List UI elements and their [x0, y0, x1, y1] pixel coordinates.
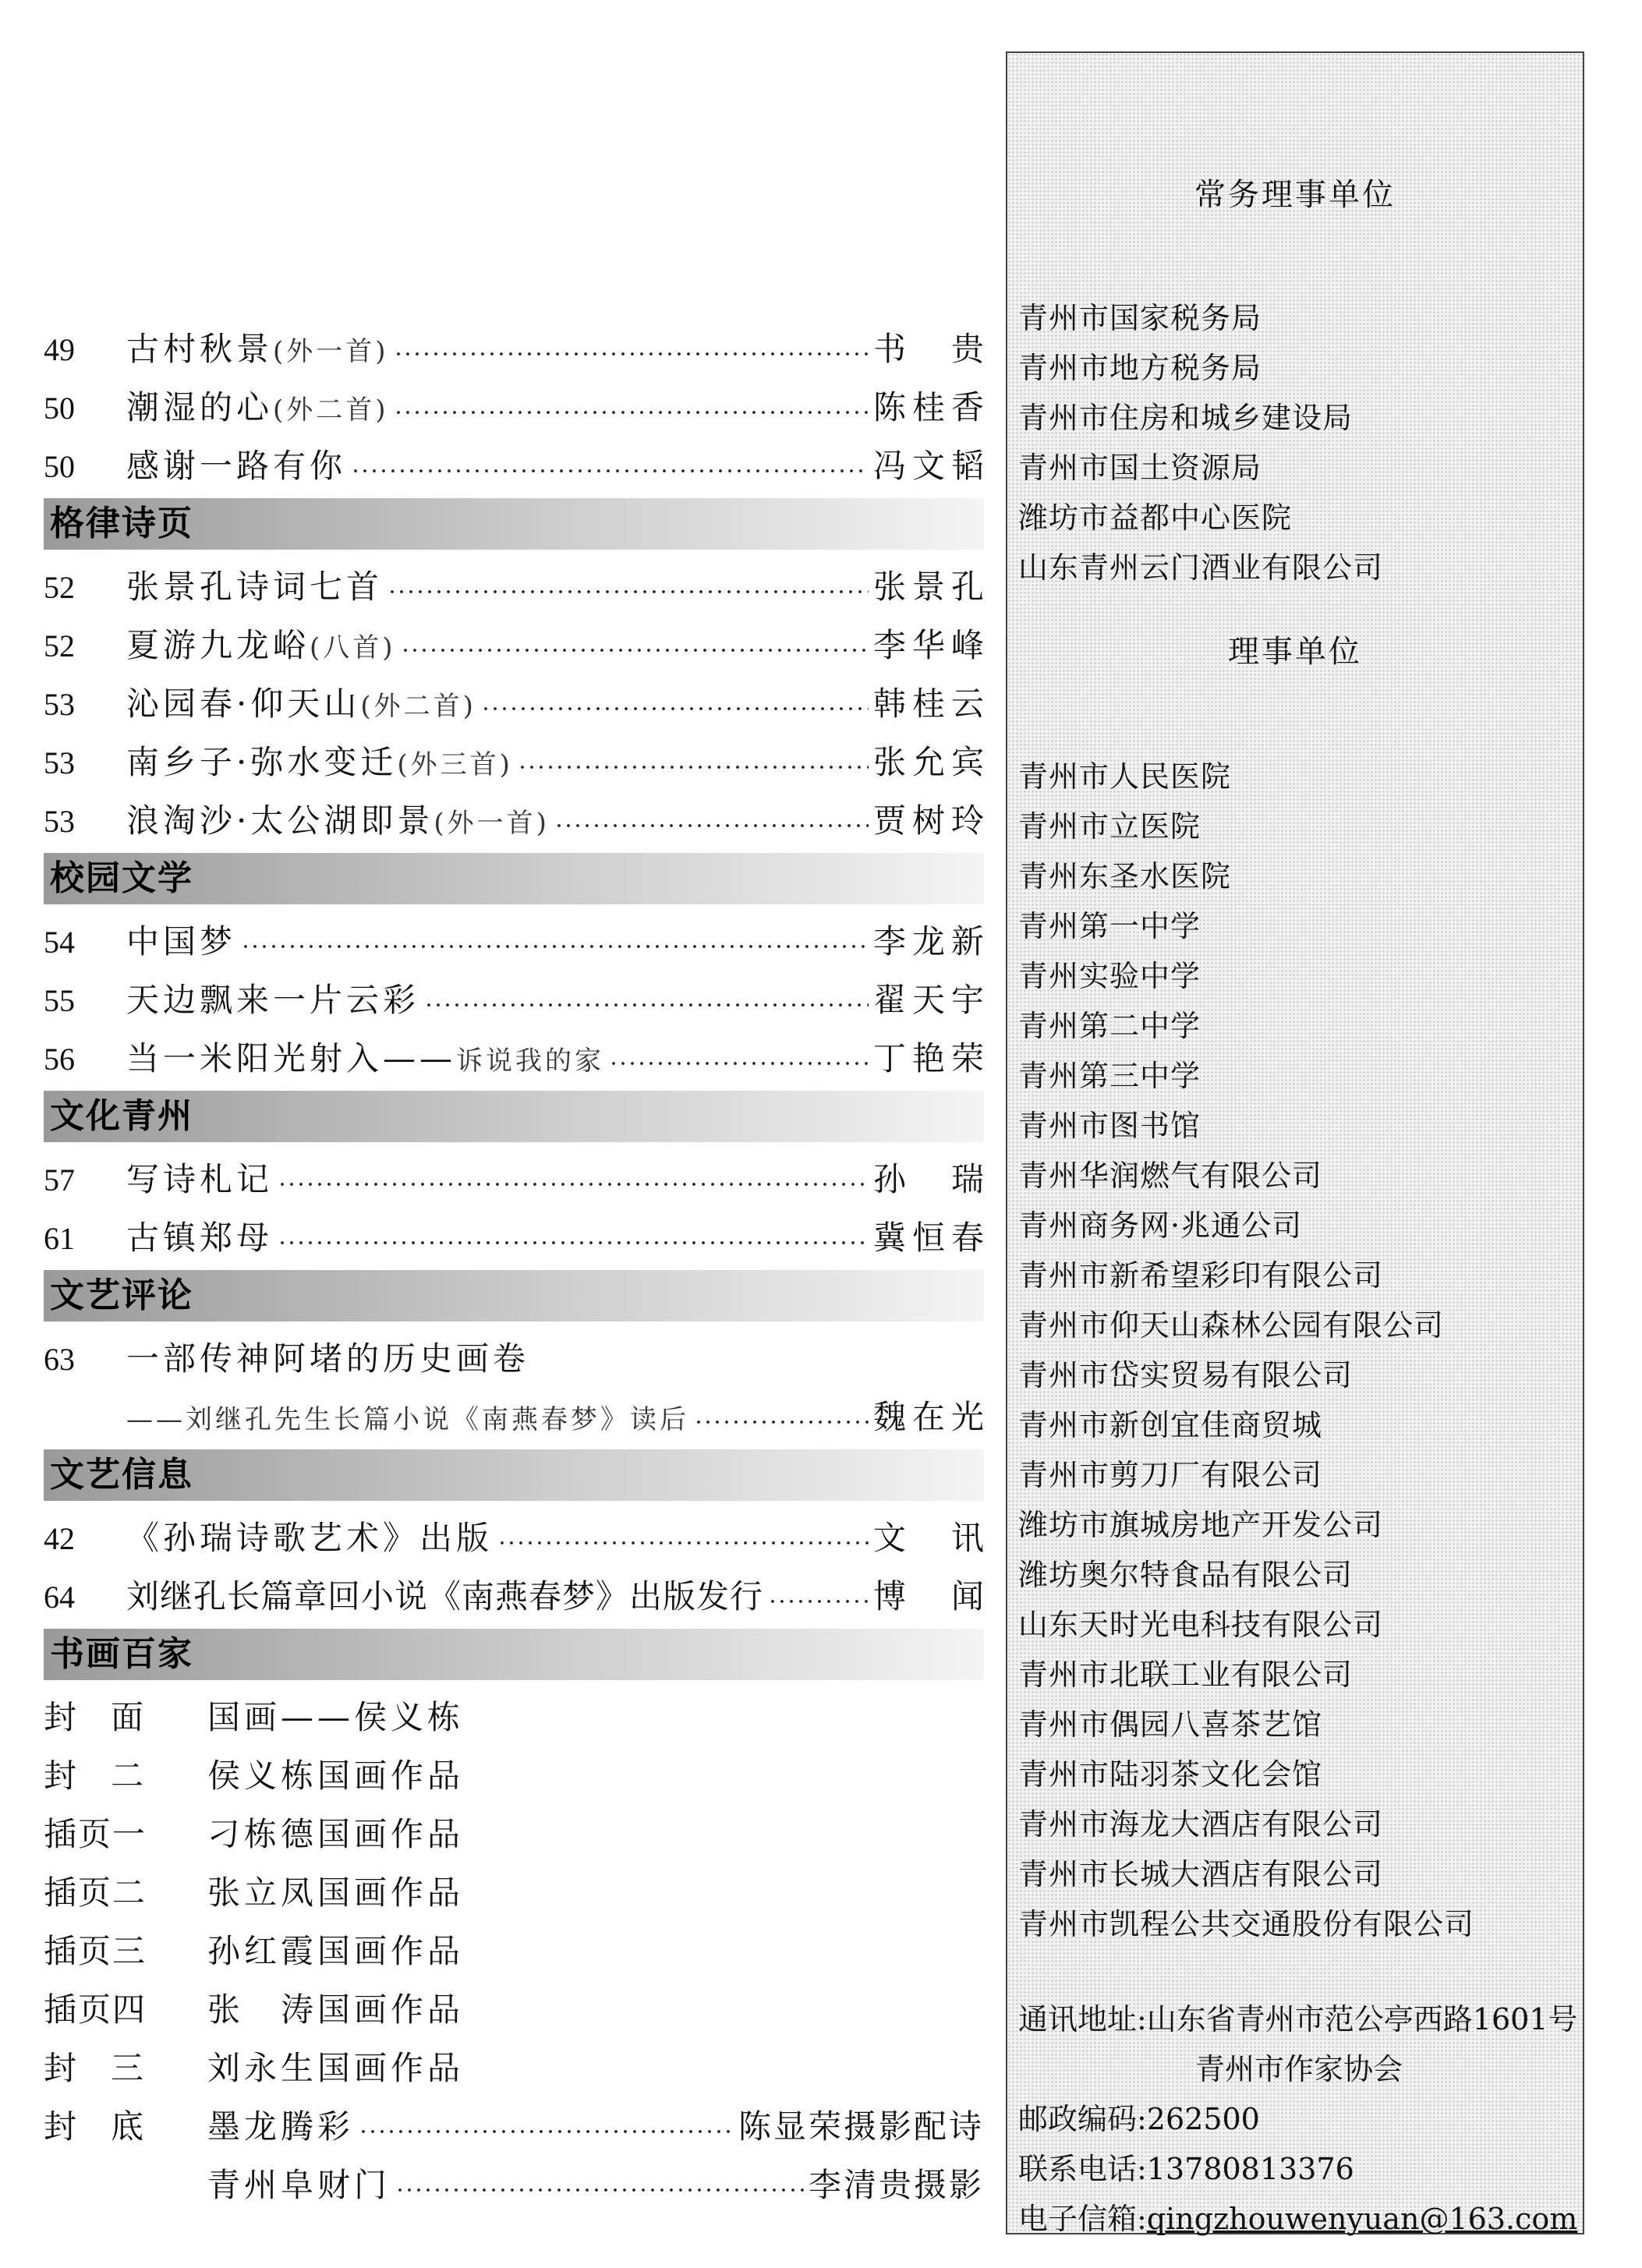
- art-description: 刁栋德国画作品: [207, 1815, 465, 1853]
- member-unit: 青州市岱实贸易有限公司: [1018, 1358, 1354, 1392]
- page-number: 53: [44, 745, 75, 780]
- art-row[interactable]: [44, 1980, 984, 2039]
- council-members-list: [1018, 752, 1474, 1949]
- art-description: 张 涛国画作品: [207, 1990, 465, 2029]
- entry-title: 中国梦: [126, 922, 237, 961]
- page-number: 53: [44, 687, 75, 722]
- toc-row[interactable]: [44, 1208, 990, 1267]
- dot-leader: [554, 819, 869, 832]
- art-row[interactable]: [44, 1805, 984, 1863]
- art-credit: 李清贵摄影: [808, 2166, 984, 2204]
- dot-leader: [518, 761, 869, 773]
- toc-row[interactable]: [44, 1329, 984, 1388]
- dot-leader: [609, 1057, 869, 1070]
- section-heading-xiaoyuan: 校园文学: [44, 853, 984, 904]
- email-line: [1018, 2194, 1580, 2244]
- entry-title: 刘继孔长篇章回小说《南燕春梦》出版发行: [126, 1577, 764, 1615]
- art-description: 青州阜财门: [207, 2166, 391, 2204]
- art-position: [44, 1688, 207, 1746]
- dot-leader: [694, 1416, 869, 1428]
- entry-title: 张景孔诗词七首: [126, 568, 384, 606]
- art-description: 墨龙腾彩: [207, 2107, 355, 2146]
- toc-row[interactable]: [44, 1567, 990, 1626]
- entry-subtitle: (八首): [310, 632, 396, 663]
- entry-title: 写诗札记: [126, 1160, 274, 1198]
- table-of-contents: [44, 320, 990, 2214]
- member-unit: 青州市新希望彩印有限公司: [1018, 1258, 1384, 1293]
- org-name: 青州市作家协会: [1194, 2052, 1403, 2086]
- toc-row[interactable]: [44, 733, 990, 791]
- entry-title: 古村秋景: [126, 330, 274, 368]
- entry-title: 《孙瑞诗歌艺术》出版: [126, 1519, 494, 1557]
- art-position: [44, 1746, 207, 1805]
- member-unit: 山东青州云门酒业有限公司: [1018, 550, 1384, 585]
- section-heading-shuhua: 书画百家: [44, 1629, 984, 1680]
- art-position-a: 封: [44, 2049, 79, 2087]
- member-unit: 青州东圣水医院: [1018, 859, 1232, 893]
- page-number: 42: [44, 1521, 75, 1556]
- email-link[interactable]: qingzhouwenyuan@163.com: [1146, 2202, 1578, 2236]
- entry-title: 南乡子·弥水变迁: [126, 743, 398, 781]
- entry-title: 古镇郑母: [126, 1219, 274, 1257]
- dot-leader: [387, 586, 869, 598]
- page-number: 53: [44, 804, 75, 839]
- art-row[interactable]: [44, 1746, 984, 1805]
- member-unit: 青州市人民医院: [1018, 759, 1232, 794]
- entry-author: 魏在光: [872, 1398, 990, 1436]
- dot-leader: [395, 2184, 804, 2196]
- dot-leader: [278, 1237, 869, 1249]
- art-position: 插页二: [44, 1873, 147, 1912]
- entry-author: 翟天宇: [872, 981, 990, 1019]
- page-number: 56: [44, 1042, 75, 1077]
- entry-title: 一部传神阿堵的历史画卷: [126, 1339, 530, 1378]
- member-unit: 青州市立医院: [1018, 809, 1201, 844]
- dot-leader: [768, 1595, 869, 1608]
- standing-members-list: [1018, 293, 1383, 593]
- art-credit: 陈显荣摄影配诗: [738, 2107, 984, 2146]
- entry-subtitle: (外三首): [397, 749, 513, 780]
- dot-leader: [278, 1178, 869, 1191]
- toc-row[interactable]: [44, 616, 990, 674]
- entry-author: 陈桂香: [872, 388, 990, 426]
- page-number: 64: [44, 1580, 75, 1615]
- member-unit: 青州市地方税务局: [1018, 351, 1262, 385]
- sponsor-panel: [1006, 51, 1584, 2234]
- member-unit: 青州市新创宜佳商贸城: [1018, 1408, 1323, 1442]
- art-row[interactable]: [44, 2039, 984, 2097]
- art-position: 插页一: [44, 1815, 147, 1853]
- page-number: 52: [44, 628, 75, 663]
- section-heading-xinxi: 文艺信息: [44, 1449, 984, 1501]
- entry-subtitle: 诉说我的家: [456, 1046, 605, 1077]
- member-unit: 青州市剪刀厂有限公司: [1018, 1458, 1323, 1492]
- toc-row[interactable]: [44, 1029, 990, 1088]
- art-row[interactable]: [44, 1863, 984, 1922]
- standing-members-heading: 常务理事单位: [1194, 177, 1396, 213]
- art-position-b: 二: [111, 1757, 146, 1795]
- art-position-a: 封: [44, 2107, 79, 2146]
- member-unit: 青州市国土资源局: [1018, 451, 1262, 485]
- member-unit: 青州市图书馆: [1018, 1109, 1201, 1143]
- toc-row[interactable]: [44, 1509, 990, 1567]
- dot-leader: [401, 644, 869, 656]
- toc-row[interactable]: [44, 912, 990, 971]
- entry-author: 张允宾: [872, 743, 990, 781]
- section-heading-wenhua: 文化青州: [44, 1091, 984, 1142]
- art-row[interactable]: [44, 2097, 984, 2156]
- member-unit: 青州华润燃气有限公司: [1018, 1159, 1323, 1193]
- art-description: 侯义栋国画作品: [207, 1757, 465, 1795]
- toc-row[interactable]: [44, 674, 990, 733]
- entry-subtitle: (外一首): [273, 336, 389, 367]
- art-position-a: 封: [44, 1698, 79, 1736]
- art-position: 插页三: [44, 1932, 147, 1970]
- member-unit: 潍坊奥尔特食品有限公司: [1018, 1558, 1354, 1592]
- member-unit: 青州市住房和城乡建设局: [1018, 401, 1354, 435]
- dot-leader: [481, 702, 869, 715]
- member-unit: 青州市仰天山森林公园有限公司: [1018, 1308, 1445, 1343]
- entry-title: 感谢一路有你: [126, 447, 347, 485]
- section-heading-gelv: 格律诗页: [44, 498, 984, 550]
- entry-author: 冯文韬: [872, 447, 990, 485]
- entry-subtitle: (外二首): [273, 395, 389, 426]
- toc-row[interactable]: [44, 378, 990, 437]
- entry-author: 李华峰: [872, 626, 990, 664]
- council-members-heading: 理事单位: [1228, 634, 1362, 670]
- entry-subtitle: (外二首): [360, 691, 476, 722]
- toc-row[interactable]: [44, 791, 990, 850]
- art-row[interactable]: [44, 1922, 984, 1980]
- page-number: 55: [44, 983, 75, 1018]
- entry-author: 李龙新: [872, 922, 990, 961]
- page-number: 50: [44, 391, 75, 426]
- entry-title: 潮湿的心: [126, 388, 274, 426]
- dot-leader: [351, 465, 869, 477]
- dot-leader: [497, 1537, 869, 1549]
- page-number: 50: [44, 449, 75, 484]
- member-unit: 青州市北联工业有限公司: [1018, 1658, 1354, 1692]
- entry-author: 贾树玲: [872, 801, 990, 840]
- entry-author: 博 闻: [872, 1577, 990, 1615]
- art-position: [44, 2039, 207, 2097]
- entry-author: 孙 瑞: [872, 1160, 990, 1198]
- member-unit: 青州市偶园八喜茶艺馆: [1018, 1707, 1323, 1742]
- page-number: 63: [44, 1342, 75, 1377]
- address-line: 通讯地址:山东省青州市范公亭西路1601号: [1018, 2002, 1578, 2036]
- entry-subtitle: (外一首): [434, 808, 550, 839]
- member-unit: 青州实验中学: [1018, 959, 1201, 993]
- entry-title: 当一米阳光射入——: [126, 1039, 457, 1077]
- art-description: 刘永生国画作品: [207, 2049, 465, 2087]
- art-position-b: 底: [111, 2107, 146, 2146]
- member-unit: 青州市陆羽茶文化会馆: [1018, 1757, 1323, 1792]
- member-unit: 青州商务网·兆通公司: [1018, 1208, 1303, 1243]
- entry-author: 韩桂云: [872, 685, 990, 723]
- entry-author: 书 贵: [872, 330, 990, 368]
- art-row[interactable]: [44, 1688, 984, 1746]
- art-position-b: 三: [111, 2049, 146, 2087]
- toc-row-continuation[interactable]: [44, 1388, 990, 1446]
- entry-title: 沁园春·仰天山: [126, 685, 361, 723]
- art-position-a: 封: [44, 1757, 79, 1795]
- toc-row[interactable]: [44, 437, 990, 495]
- member-unit: 青州市国家税务局: [1018, 301, 1262, 335]
- page-number: 54: [44, 925, 75, 960]
- dot-leader: [359, 2125, 734, 2138]
- member-unit: 潍坊市旗城房地产开发公司: [1018, 1508, 1384, 1542]
- postcode-line: 邮政编码:262500: [1018, 2102, 1260, 2136]
- page-number: 57: [44, 1162, 75, 1198]
- entry-author: 丁艳荣: [872, 1039, 990, 1077]
- phone-line: 联系电话:13780813376: [1018, 2152, 1354, 2186]
- art-position-b: 面: [111, 1698, 146, 1736]
- art-position: 插页四: [44, 1990, 147, 2029]
- art-description: 国画——侯义栋: [207, 1698, 465, 1736]
- entry-title: 天边飘来一片云彩: [126, 981, 420, 1019]
- member-unit: 青州市长城大酒店有限公司: [1018, 1857, 1384, 1891]
- page-number: 52: [44, 570, 75, 605]
- entry-author: 冀恒春: [872, 1219, 990, 1257]
- page-number: 49: [44, 332, 75, 367]
- art-position: [44, 2097, 207, 2156]
- toc-row[interactable]: [44, 557, 990, 616]
- contact-info: [1018, 1994, 1580, 2244]
- entry-author: 张景孔: [872, 568, 990, 606]
- art-row[interactable]: [44, 2156, 984, 2214]
- entry-subtitle: ——刘继孔先生长篇小说《南燕春梦》读后: [126, 1404, 689, 1435]
- dot-leader: [394, 348, 869, 360]
- member-unit: 青州第二中学: [1018, 1009, 1201, 1043]
- toc-row[interactable]: [44, 1150, 990, 1208]
- member-unit: 青州市海龙大酒店有限公司: [1018, 1807, 1384, 1842]
- page-number: 61: [44, 1221, 75, 1256]
- dot-leader: [394, 406, 869, 419]
- member-unit: 青州市凯程公共交通股份有限公司: [1018, 1907, 1475, 1941]
- toc-row[interactable]: [44, 971, 990, 1029]
- dot-leader: [241, 940, 869, 953]
- entry-author: 文 讯: [872, 1519, 990, 1557]
- entry-title: 夏游九龙峪: [126, 626, 310, 664]
- art-description: 张立凤国画作品: [207, 1873, 465, 1912]
- email-label: 电子信箱:: [1018, 2202, 1147, 2236]
- toc-row[interactable]: [44, 320, 990, 378]
- member-unit: 青州第三中学: [1018, 1059, 1201, 1093]
- section-heading-pinglun: 文艺评论: [44, 1270, 984, 1322]
- art-description: 孙红霞国画作品: [207, 1932, 465, 1970]
- member-unit: 潍坊市益都中心医院: [1018, 501, 1293, 535]
- dot-leader: [424, 999, 869, 1011]
- member-unit: 青州第一中学: [1018, 909, 1201, 943]
- entry-title: 浪淘沙·太公湖即景: [126, 801, 434, 840]
- member-unit: 山东天时光电科技有限公司: [1018, 1608, 1384, 1642]
